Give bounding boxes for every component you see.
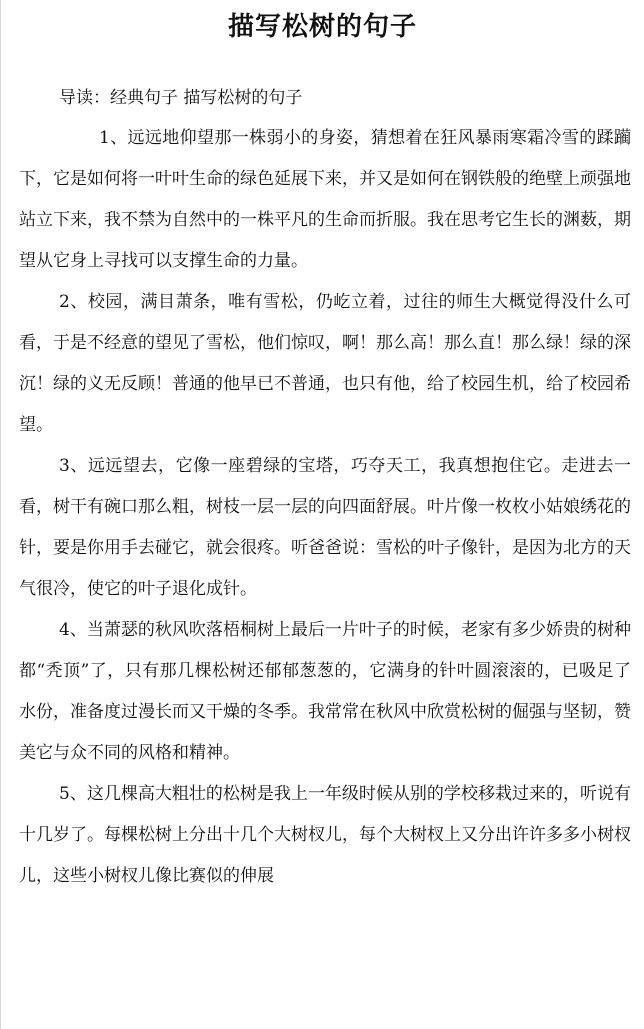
page-title: 描写松树的句子 (227, 12, 417, 42)
paragraph-5: 5、这几棵高大粗壮的松树是我上一年级时候从别的学校移栽过来的，听说有十几岁了。每棵松树上分出十几个大树杈儿，每个大树杈上又分出许许多多小树杈儿，这些小树杈儿像比赛似的伸展 (19, 784, 631, 886)
paragraph-4: 4、当萧瑟的秋风吹落梧桐树上最后一片叶子的时候，老家有多少娇贵的树种都“秃顶”了，只有那几棵松树还郁郁葱葱的，它满身的针叶圆滚滚的，已吸足了水份，准备度过漫长而又干燥的冬季。我常常在秋风中欣赏松树的倔强与坚韧，赞美它与众不同的风格和精神。 (19, 620, 631, 763)
intro-line: 导读：经典句子 描写松树的句子 (59, 88, 303, 108)
paragraph-1: 1、远远地仰望那一株弱小的身姿，猜想着在狂风暴雨寒霜冷雪的蹂躏下，它是如何将一叶叶生命的绿色延展下来，并又是如何在钢铁般的绝壁上顽强地站立下来，我不禁为自然中的一株平凡的生命而折服。我在思考它生长的渊薮，期望从它身上寻找可以支撑生命的力量。 (19, 128, 631, 271)
document-body (19, 78, 631, 897)
paragraph-2: 2、校园，满目萧条，唯有雪松，仍屹立着，过往的师生大概觉得没什么可看，于是不经意的望见了雪松，他们惊叹，啊！那么高！那么直！那么绿！绿的深沉！绿的义无反顾！普通的他早已不普通，也只有他，给了校园生机，给了校园希望。 (19, 292, 631, 435)
paragraph-3: 3、远远望去，它像一座碧绿的宝塔，巧夺天工，我真想抱住它。走进去一看，树干有碗口那么粗，树枝一层一层的向四面舒展。叶片像一枚枚小姑娘绣花的针，要是你用手去碰它，就会很疼。听爸爸说：雪松的叶子像针，是因为北方的天气很冷，使它的叶子退化成针。 (19, 456, 631, 599)
